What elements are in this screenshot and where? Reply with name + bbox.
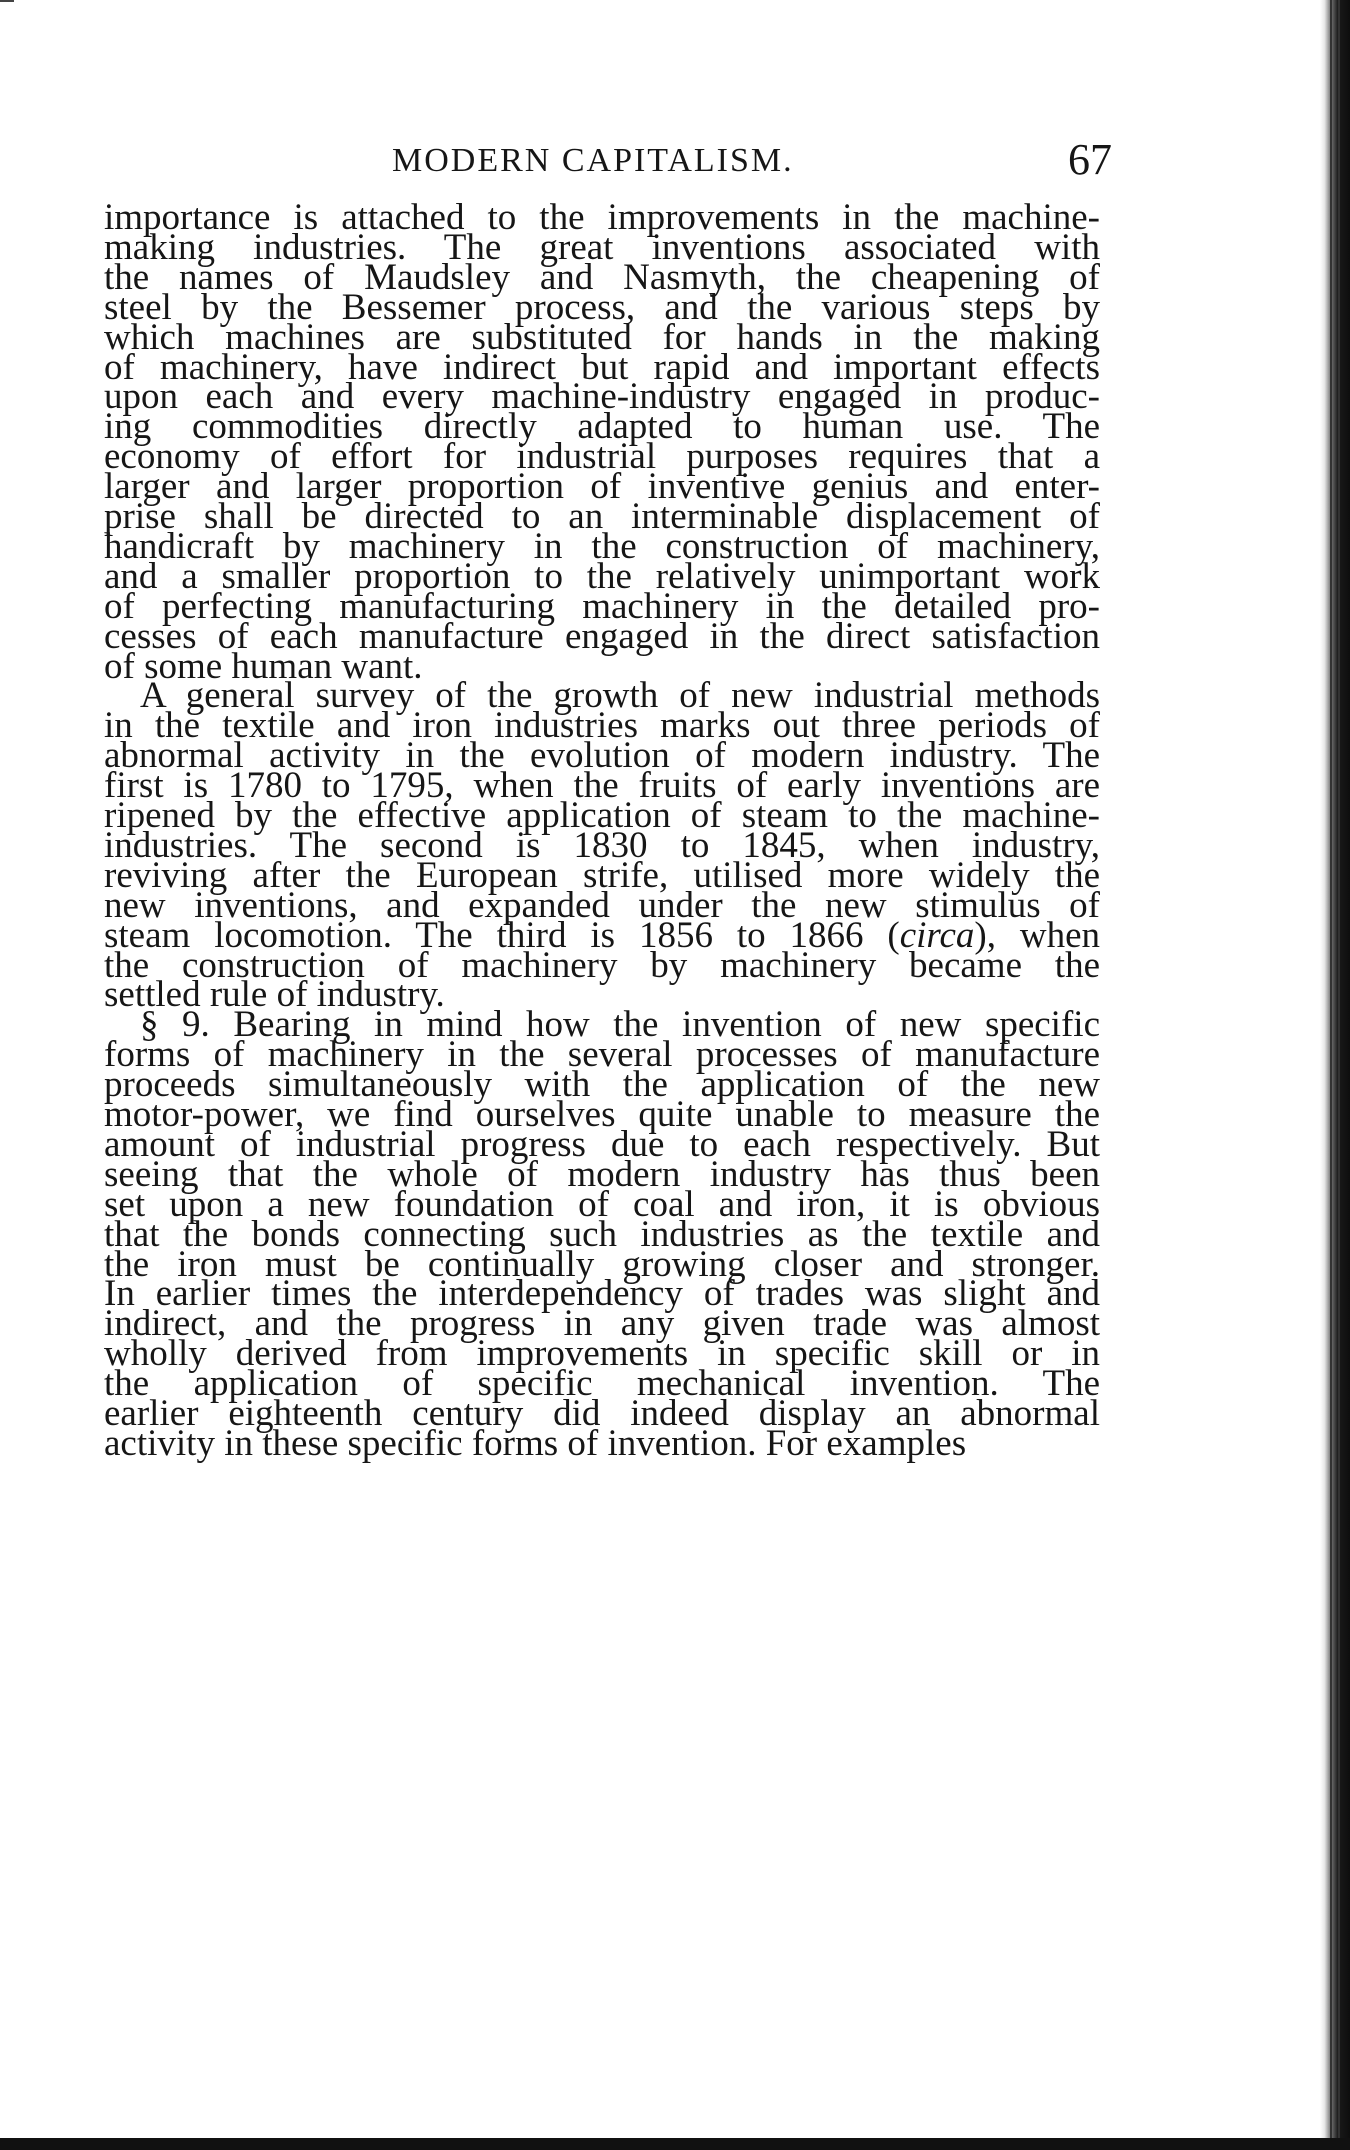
running-head [0, 134, 1350, 184]
text-line: set upon a new foundation of coal and iron, it is obvious [104, 1183, 1100, 1225]
text-line: abnormal activity in the evolution of modern industry. The [104, 735, 1100, 777]
text-line: forms of machinery in the several processes of manufacture [104, 1034, 1100, 1076]
text-line: cesses of each manufacture engaged in the direct satisfaction [104, 615, 1100, 657]
text-line: § 9. Bearing in mind how the invention of new specific [140, 1004, 1100, 1046]
spine-line [1330, 0, 1332, 2150]
text-line: ing commodities directly adapted to human use. The [104, 406, 1100, 448]
text-line: the iron must be continually growing closer and stronger. [104, 1243, 1100, 1285]
text-line: of machinery, have indirect but rapid and important effects [104, 346, 1100, 388]
text-line: that the bonds connecting such industries as the textile and [104, 1213, 1100, 1255]
text-line: activity in these specific forms of invention. For examples [104, 1422, 967, 1464]
text-line: steam locomotion. The third is 1856 to 1866 (circa), when [104, 914, 1100, 956]
text-line: amount of industrial progress due to each respectively. But [104, 1123, 1100, 1165]
book-spine-edge [1320, 0, 1350, 2150]
spine-line [1338, 0, 1340, 2150]
text-line: importance is attached to the improvements in the machine- [104, 197, 1100, 238]
text-line: seeing that the whole of modern industry has thus been [104, 1153, 1100, 1195]
text-line: of perfecting manufacturing machinery in the detailed pro- [104, 585, 1100, 627]
text-line: in the textile and iron industries marks out three periods of [104, 705, 1100, 747]
text-line: reviving after the European strife, utilised more widely the [104, 854, 1100, 896]
text-line: the construction of machinery by machinery became the [104, 944, 1100, 986]
text-line: prise shall be directed to an interminable displacement of [104, 496, 1100, 537]
text-line: handicraft by machinery in the construction of machinery, [104, 525, 1100, 567]
text-line: steel by the Bessemer process, and the various steps by [104, 286, 1100, 328]
text-line: and a smaller proportion to the relatively unimportant work [104, 555, 1100, 597]
text-line: earlier eighteenth century did indeed display an abnormal [104, 1393, 1100, 1434]
text-line: ripened by the effective application of steam to the machine- [104, 795, 1100, 836]
text-line: first is 1780 to 1795, when the fruits of early inventions are [104, 765, 1100, 807]
text-line: which machines are substituted for hands in the making [104, 316, 1100, 358]
corner-mark [0, 0, 14, 16]
text-line: making industries. The great inventions associated with [104, 226, 1100, 268]
text-line: A general survey of the growth of new industrial methods [140, 675, 1100, 717]
bottom-edge [0, 2138, 1350, 2150]
text-line: economy of effort for industrial purposes requires that a [104, 436, 1100, 478]
text-line: the application of specific mechanical invention. The [104, 1363, 1100, 1405]
text-line: larger and larger proportion of inventive genius and enter- [104, 466, 1100, 508]
text-line: proceeds simultaneously with the application of the new [104, 1064, 1100, 1106]
running-head-title: MODERN CAPITALISM. [392, 142, 794, 179]
text-line: upon each and every machine-industry engaged in produc- [104, 376, 1100, 418]
text-line: settled rule of industry. [104, 974, 445, 1016]
text-line: industries. The second is 1830 to 1845, when industry, [104, 824, 1100, 866]
text-line: new inventions, and expanded under the new stimulus of [104, 884, 1100, 926]
text-line: indirect, and the progress in any given trade was almost [104, 1303, 1100, 1345]
text-line: In earlier times the interdependency of trades was slight and [104, 1273, 1100, 1315]
text-line: wholly derived from improvements in specific skill or in [104, 1333, 1100, 1375]
text-line: of some human want. [104, 645, 423, 687]
page-number: 67 [1068, 135, 1112, 184]
text-line: the names of Maudsley and Nasmyth, the cheapening of [104, 256, 1100, 298]
text-line: motor-power, we find ourselves quite unable to measure the [104, 1094, 1100, 1135]
